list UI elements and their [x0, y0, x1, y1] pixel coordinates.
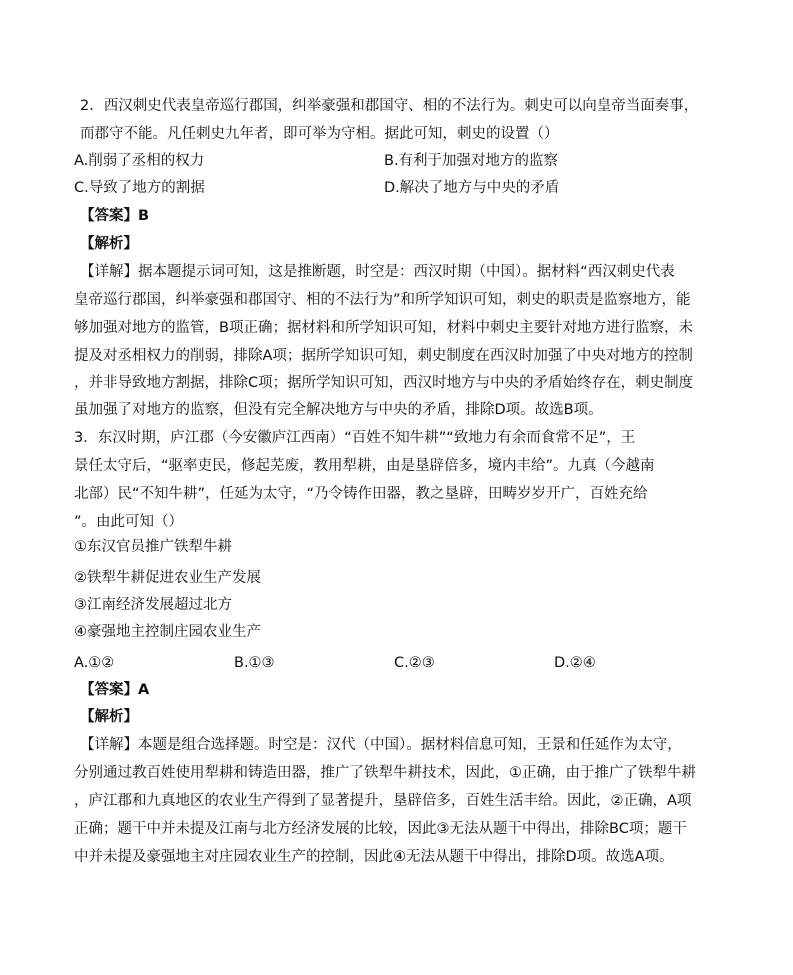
q2-stem-line-1: 2．西汉刺史代表皇帝巡行郡国，纠举豪强和郡国守、相的不法行为。刺史可以向皇帝当面奏事，: [80, 98, 699, 114]
q3-detail-line-2: 分别通过教百姓使用犁耕和铸造田器，推广了铁犁牛耕技术，因此，①正确，由于推广了铁犁牛耕: [74, 765, 696, 781]
q2-option-b: B.有利于加强对地方的监察: [384, 153, 559, 169]
q3-detail-line-1: 【详解】本题是组合选择题。时空是：汉代（中国）。据材料信息可知，王景和任延作为太守，: [80, 737, 682, 753]
q2-detail-line-6: 虽加强了对地方的监察，但没有完全解决地方与中央的矛盾，排除D项。故选B项。: [74, 402, 603, 418]
q3-option-a: A.①②: [74, 655, 115, 671]
q3-stem-line-1: 3．东汉时期，庐江郡（今安徽庐江西南）“百姓不知牛耕”“致地力有余而食常不足”，王: [74, 430, 636, 446]
q3-stem-line-4: ”。由此可知（）: [74, 514, 184, 530]
q2-option-c: C.导致了地方的割据: [74, 180, 205, 196]
q2-analysis-title: 【解析】: [80, 236, 138, 252]
q3-detail-line-5: 中并未提及豪强地主对庄园农业生产的控制，因此④无法从题干中得出，排除D项。故选A项。: [74, 849, 674, 865]
q3-answer: 【答案】A: [80, 682, 150, 698]
q2-answer: 【答案】B: [80, 208, 150, 224]
q3-option-b: B.①③: [234, 655, 275, 671]
q2-option-d: D.解决了地方与中央的矛盾: [384, 180, 560, 196]
q3-statement-1: ①东汉官员推广铁犁牛耕: [74, 539, 232, 555]
q3-stem-line-2: 景任太守后，“驱率吏民，修起芜废，教用犁耕，由是垦辟倍多，境内丰给”。九真（今越南: [74, 458, 655, 474]
q3-statement-2: ②铁犁牛耕促进农业生产发展: [74, 570, 261, 586]
q2-detail-line-3: 够加强对地方的监管，B项正确；据材料和所学知识可知，材料中刺史主要针对地方进行监察，未: [74, 320, 693, 336]
q2-detail-line-4: 提及对丞相权力的削弱，排除A项；据所学知识可知，刺史制度在西汉时加强了中央对地方的控制: [74, 348, 693, 364]
q2-option-a: A.削弱了丞相的权力: [74, 153, 205, 169]
q2-detail-line-2: 皇帝巡行郡国，纠举豪强和郡国守、相的不法行为”和所学知识可知，刺史的职责是监察地方，能: [74, 292, 691, 308]
q2-stem-line-2: 而郡守不能。凡任刺史九年者，即可举为守相。据此可知，刺史的设置（）: [80, 126, 559, 142]
q3-stem-line-3: 北部）民“不知牛耕”，任延为太守，“乃令铸作田器，教之垦辟，田畴岁岁开广，百姓充给: [74, 486, 648, 502]
q3-detail-line-4: 正确；题干中并未提及江南与北方经济发展的比较，因此③无法从题干中得出，排除BC项；题干: [74, 821, 687, 837]
q3-option-c: C.②③: [394, 655, 435, 671]
q2-detail-line-1: 【详解】据本题提示词可知，这是推断题，时空是：西汉时期（中国）。据材料“西汉刺史代表: [80, 264, 675, 280]
q3-detail-line-3: ，庐江郡和九真地区的农业生产得到了显著提升，垦辟倍多，百姓生活丰给。因此，②正确，A项: [74, 793, 692, 809]
q3-statement-4: ④豪强地主控制庄园农业生产: [74, 624, 261, 640]
q2-detail-line-5: ，并非导致地方割据，排除C项；据所学知识可知，西汉时地方与中央的矛盾始终存在，刺史制度: [74, 375, 694, 391]
q3-statement-3: ③江南经济发展超过北方: [74, 597, 232, 613]
q3-analysis-title: 【解析】: [80, 709, 138, 725]
q3-option-d: D.②④: [554, 655, 596, 671]
